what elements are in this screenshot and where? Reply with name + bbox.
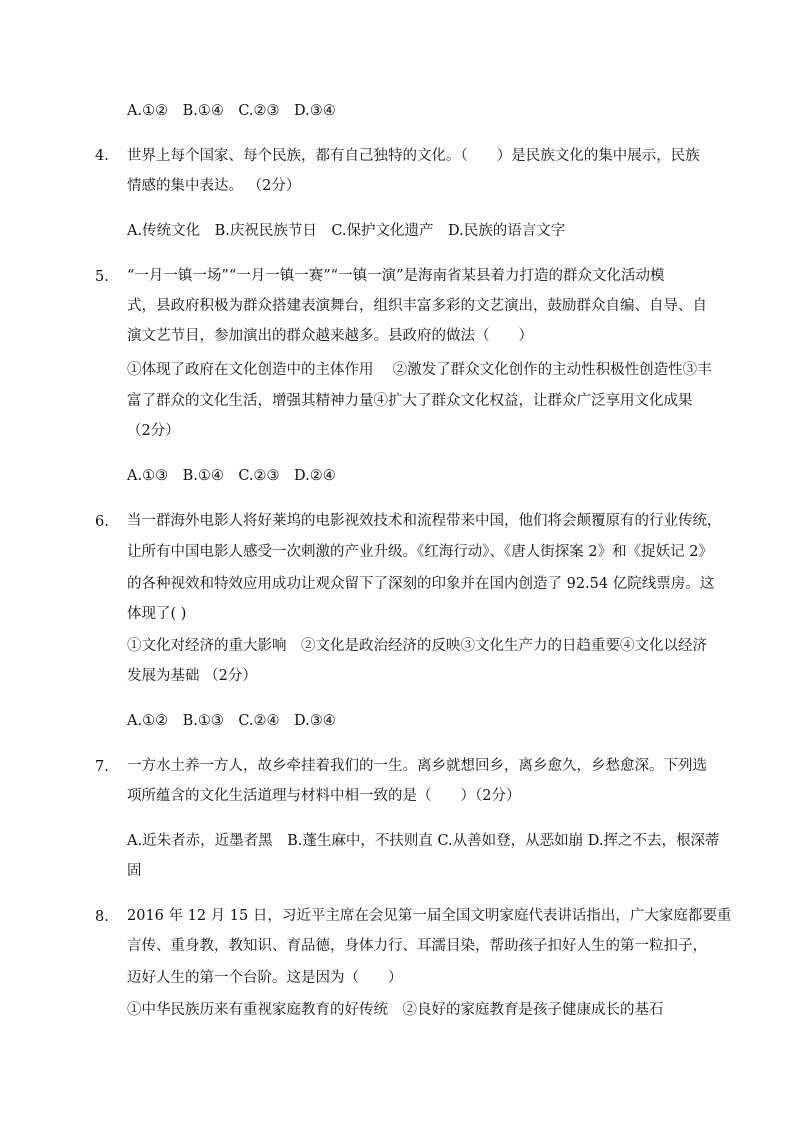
q5-stem-line-3: 演文艺节目，参加演出的群众越来越多。县政府的做法（ ） xyxy=(127,328,533,344)
q8-stem-line-1: 2016 年 12 月 15 日，习近平主席在会见第一届全国文明家庭代表讲话指出，广大家庭都要重 xyxy=(127,908,732,924)
q8-number: 8. xyxy=(95,909,109,925)
q7-stem-line-2: 项所蕴含的文化生活道理与材料中相一致的是（ ）（2分） xyxy=(127,788,521,804)
q6-statements-line-2: 发展为基础 （2分） xyxy=(127,668,257,684)
q6-number: 6. xyxy=(95,514,109,530)
q8-stem-line-2: 言传、重身教，教知识、育品德，身体力行、耳濡目染，帮助孩子扣好人生的第一粒扣子， xyxy=(127,938,707,954)
q5-number: 5. xyxy=(95,269,109,285)
q5-statements-line-1: ①体现了政府在文化创造中的主体作用 ②激发了群众文化创作的主动性积极性创造性③丰 xyxy=(127,362,712,378)
q8-stem-line-3: 迈好人生的第一个台阶。这是因为（ ） xyxy=(127,970,403,986)
q3-options: A.①② B.①④ C.②③ D.③④ xyxy=(127,103,336,119)
q4-options: A.传统文化 B.庆祝民族节日 C.保护文化遗产 D.民族的语言文字 xyxy=(127,223,566,239)
q7-stem-line-1: 一方水土养一方人，故乡牵挂着我们的一生。离乡就想回乡，离乡愈久，乡愁愈深。下列选 xyxy=(127,758,707,774)
q5-statements-line-2: 富了群众的文化生活，增强其精神力量④扩大了群众文化权益，让群众广泛享用文化成果 xyxy=(127,393,693,409)
q6-stem-line-1: 当一群海外电影人将好莱坞的电影视效技术和流程带来中国，他们将会颠覆原有的行业传统， xyxy=(127,513,722,529)
q4-number: 4. xyxy=(95,148,109,164)
q7-number: 7. xyxy=(95,759,109,775)
q7-options-line-2: 固 xyxy=(127,863,142,879)
q5-stem-line-1: “一月一镇一场”“一月一镇一赛”“一镇一演”是海南省某县着力打造的群众文化活动模 xyxy=(127,268,665,284)
q7-options-line-1: A.近朱者赤，近墨者黑 B.蓬生麻中，不扶则直 C.从善如登，从恶如崩 D.挥之不去，根深蒂 xyxy=(127,833,720,849)
q8-statements-line-1: ①中华民族历来有重视家庭教育的好传统 ②良好的家庭教育是孩子健康成长的基石 xyxy=(127,1002,664,1018)
q5-score: （2分） xyxy=(127,423,180,439)
q6-stem-line-3: 的各种视效和特效应用成功让观众留下了深刻的印象并在国内创造了 92.54 亿院线票房。这 xyxy=(127,576,715,592)
q6-statements-line-1: ①文化对经济的重大影响 ②文化是政治经济的反映③文化生产力的日趋重要④文化以经济 xyxy=(127,638,707,654)
q4-stem-line-2: 情感的集中表达。 （2分） xyxy=(127,178,301,194)
q4-stem-line-1: 世界上每个国家、每个民族，都有自己独特的文化。（ ）是民族文化的集中展示，民族 xyxy=(127,148,700,164)
q6-stem-line-4: 体现了( ) xyxy=(127,606,187,622)
q6-options: A.①② B.①③ C.②④ D.③④ xyxy=(127,713,336,729)
q5-options: A.①③ B.①④ C.②③ D.②④ xyxy=(127,468,336,484)
q5-stem-line-2: 式，县政府积极为群众搭建表演舞台，组织丰富多彩的文艺演出，鼓励群众自编、自导、自 xyxy=(127,298,707,314)
q6-stem-line-2: 让所有中国电影人感受一次刺激的产业升级。《红海行动》、《唐人街探案 2》和《捉妖记 2》 xyxy=(127,544,713,560)
